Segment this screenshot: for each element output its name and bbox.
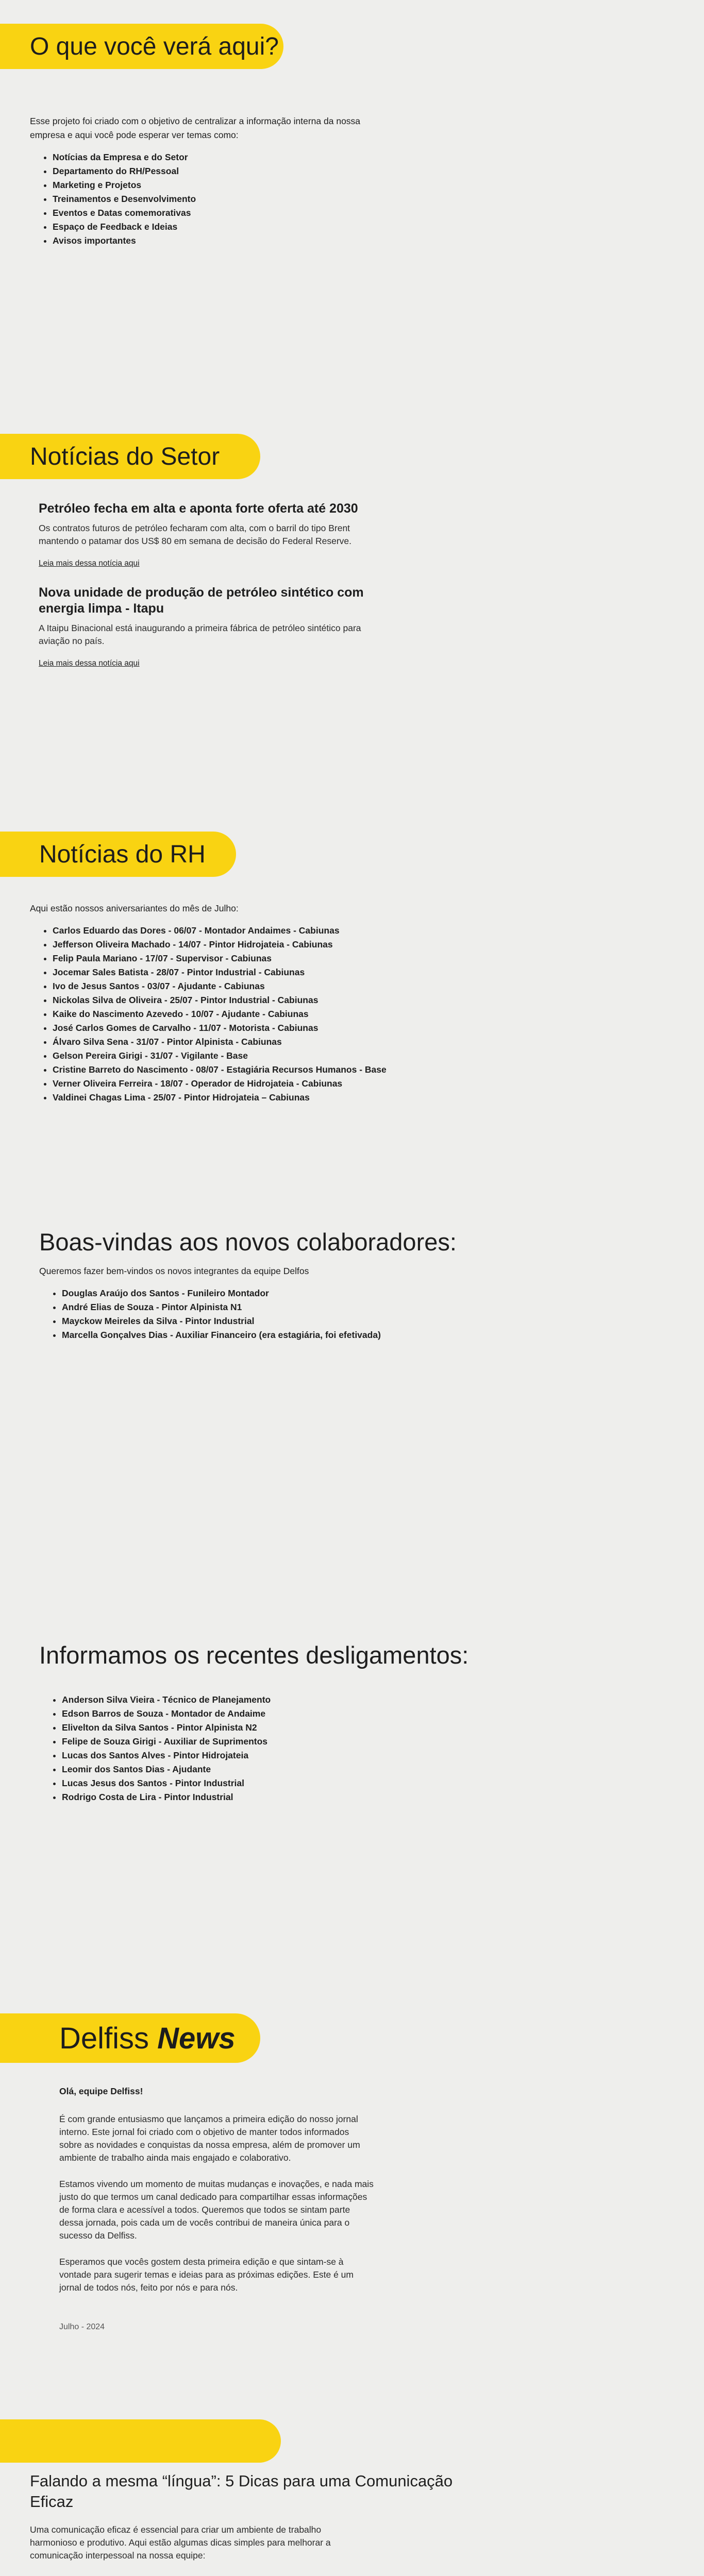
list-item: • Departamento do RH/Pessoal [53, 164, 380, 178]
delfiss-title-bold: News [157, 2021, 236, 2055]
list-item: • Carlos Eduardo das Dores - 06/07 - Montador Andaimes - Cabiunas [53, 924, 494, 938]
list-item: • Marcella Gonçalves Dias - Auxiliar Financeiro (era estagiária, foi efetivada) [62, 1328, 555, 1342]
list-item: • Espaço de Feedback e Ideias [53, 220, 380, 234]
hr-banner [0, 832, 236, 877]
news-body: A Itaipu Binacional está inaugurando a primeira fábrica de petróleo sintético para aviação no país. [39, 623, 361, 646]
list-item: • Elivelton da Silva Santos - Pintor Alpinista N2 [62, 1721, 555, 1735]
tips-banner [0, 2419, 281, 2463]
about-banner [0, 24, 283, 69]
list-item: • Marketing e Projetos [53, 178, 380, 192]
delfiss-title [59, 2021, 236, 2056]
list-item: • Jefferson Oliveira Machado - 14/07 - Pintor Hidrojateia - Cabiunas [53, 938, 494, 952]
list-item: • José Carlos Gomes de Carvalho - 11/07 - Motorista - Cabiunas [53, 1021, 494, 1035]
list-item: • Edson Barros de Souza - Montador de Andaime [62, 1707, 555, 1721]
list-item: • Avisos importantes [53, 234, 380, 248]
welcome-intro: Queremos fazer bem-vindos os novos integrantes da equipe Delfos [39, 1266, 309, 1276]
layoffs-list [39, 1693, 555, 1804]
list-item: • Eventos e Datas comemorativas [53, 206, 380, 220]
delfiss-section [59, 2084, 374, 2334]
list-item: • Ivo de Jesus Santos - 03/07 - Ajudante - Cabiunas [53, 979, 494, 993]
about-intro: Esse projeto foi criado com o objetivo de centralizar a informação interna da nossa empresa e aqui você pode esperar ver temas como: [30, 116, 361, 140]
welcome-section [39, 1227, 555, 1342]
list-item: • Mayckow Meireles da Silva - Pintor Industrial [62, 1314, 555, 1328]
news-body: Os contratos futuros de petróleo fecharam com alta, com o barril do tipo Brent mantendo o patamar dos US$ 80 em semana de decisão do Federal Reserve. [39, 523, 352, 546]
list-item: • Kaike do Nascimento Azevedo - 10/07 - Ajudante - Cabiunas [53, 1007, 494, 1021]
list-item: • Jocemar Sales Batista - 28/07 - Pintor Industrial - Cabiunas [53, 965, 494, 979]
read-more-link[interactable]: Leia mais dessa notícia aqui [39, 659, 140, 668]
list-item: • Valdinei Chagas Lima - 25/07 - Pintor Hidrojateia – Cabiunas [53, 1091, 494, 1105]
welcome-title: Boas-vindas aos novos colaboradores: [39, 1228, 457, 1256]
tips-header [30, 2471, 494, 2562]
delfiss-paragraph: Estamos vivendo um momento de muitas mudanças e inovações, e nada mais justo do que termos um canal dedicado para compartilhar essas informações de forma clara e acessível a todos. Queremos que todos se sintam parte dessa jornada, pois cada um de vocês contribui de maneira única para o sucesso da Delfiss. [59, 2179, 374, 2241]
welcome-list [39, 1286, 555, 1342]
list-item: • Anderson Silva Vieira - Técnico de Planejamento [62, 1693, 555, 1707]
sector-section [39, 501, 379, 668]
delfiss-date: Julho - 2024 [59, 2323, 105, 2331]
hr-section [30, 902, 494, 1105]
tips-title: Falando a mesma “língua”: 5 Dicas para uma Comunicação Eficaz [30, 2472, 453, 2511]
about-title: O que você verá aqui? [30, 32, 279, 60]
layoffs-title: Informamos os recentes desligamentos: [39, 1641, 469, 1669]
list-item: • Verner Oliveira Ferreira - 18/07 - Operador de Hidrojateia - Cabiunas [53, 1077, 494, 1091]
delfiss-banner [0, 2013, 260, 2063]
list-item: • Lucas Jesus dos Santos - Pintor Industrial [62, 1776, 555, 1790]
sector-banner [0, 434, 260, 479]
list-item: • Rodrigo Costa de Lira - Pintor Industrial [62, 1790, 555, 1804]
list-item: • Douglas Araújo dos Santos - Funileiro Montador [62, 1286, 555, 1300]
delfiss-paragraph: Esperamos que vocês gostem desta primeira edição e que sintam-se à vontade para sugerir temas e ideias para as próximas edições. Este é um jornal de todos nós, feito por nós e para nós. [59, 2257, 354, 2293]
list-item: • Treinamentos e Desenvolvimento [53, 192, 380, 206]
tips-intro: Uma comunicação eficaz é essencial para criar um ambiente de trabalho harmonioso e produtivo. Aqui estão algumas dicas simples para melhorar a comunicação interpessoal na nossa equipe: [30, 2524, 331, 2561]
read-more-link[interactable]: Leia mais dessa notícia aqui [39, 559, 140, 568]
layoffs-section [39, 1640, 555, 1804]
news-headline: Nova unidade de produção de petróleo sintético com energia limpa - Itapu [39, 585, 364, 616]
list-item: • Felipe de Souza Girigi - Auxiliar de Suprimentos [62, 1735, 555, 1749]
about-section [30, 114, 380, 248]
list-item: • Notícias da Empresa e do Setor [53, 150, 380, 164]
list-item: • Álvaro Silva Sena - 31/07 - Pintor Alpinista - Cabiunas [53, 1035, 494, 1049]
delfiss-greeting: Olá, equipe Delfiss! [59, 2086, 143, 2096]
list-item: • Cristine Barreto do Nascimento - 08/07 - Estagiária Recursos Humanos - Base [53, 1063, 494, 1077]
list-item: • André Elias de Souza - Pintor Alpinista N1 [62, 1300, 555, 1314]
hr-title: Notícias do RH [39, 840, 206, 868]
about-list [30, 150, 380, 248]
delfiss-title-plain: Delfiss [59, 2021, 158, 2055]
list-item: • Lucas dos Santos Alves - Pintor Hidrojateia [62, 1749, 555, 1762]
list-item: • Nickolas Silva de Oliveira - 25/07 - Pintor Industrial - Cabiunas [53, 993, 494, 1007]
list-item: • Leomir dos Santos Dias - Ajudante [62, 1762, 555, 1776]
hr-intro: Aqui estão nossos aniversariantes do mês de Julho: [30, 903, 239, 913]
list-item: • Gelson Pereira Girigi - 31/07 - Vigilante - Base [53, 1049, 494, 1063]
list-item: • Felip Paula Mariano - 17/07 - Supervisor - Cabiunas [53, 952, 494, 965]
news-headline: Petróleo fecha em alta e aponta forte oferta até 2030 [39, 501, 358, 516]
sector-title: Notícias do Setor [30, 443, 220, 470]
delfiss-paragraph: É com grande entusiasmo que lançamos a primeira edição do nosso jornal interno. Este jornal foi criado com o objetivo de manter todos informados sobre as novidades e conquistas da nossa empresa, além de promover um ambiente de trabalho ainda mais engajado e colaborativo. [59, 2114, 360, 2163]
birthday-list [30, 924, 494, 1105]
